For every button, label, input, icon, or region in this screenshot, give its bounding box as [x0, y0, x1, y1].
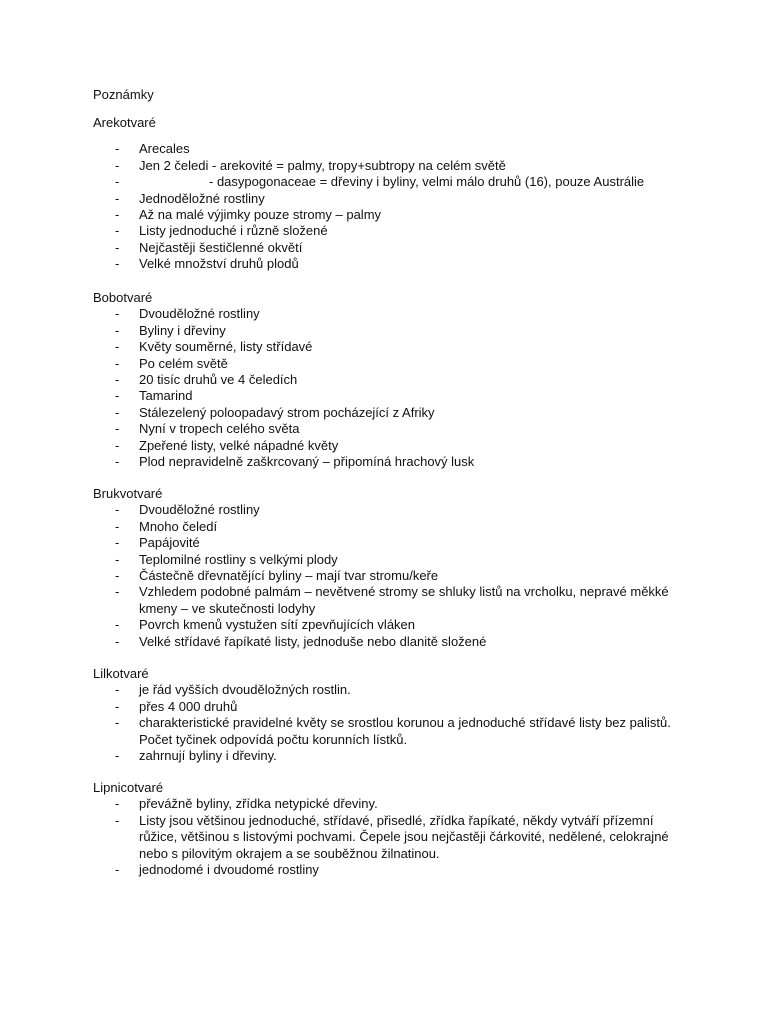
list-item [93, 813, 679, 862]
bullet-list [93, 796, 693, 878]
list-item-text: Až na malé výjimky pouze stromy – palmy [139, 207, 382, 223]
list-item-text: Jednoděložné rostliny [139, 190, 265, 206]
dash-bullet-icon: - [115, 421, 120, 437]
dash-bullet-icon: - [115, 141, 120, 157]
dash-bullet-icon: - [115, 256, 120, 272]
dash-bullet-icon: - [115, 796, 120, 812]
dash-bullet-icon: - [115, 388, 120, 404]
list-item [93, 405, 679, 421]
section [93, 666, 693, 764]
list-item [93, 748, 679, 764]
list-item-text: Nejčastěji šestičlenné okvětí [139, 239, 303, 255]
section [93, 115, 693, 273]
list-item [93, 502, 679, 518]
list-item [93, 796, 679, 812]
dash-bullet-icon: - [115, 454, 120, 470]
list-item-text: Plod nepravidelně zaškrcovaný – připomíná hrachový lusk [139, 454, 475, 470]
dash-bullet-icon: - [115, 862, 120, 878]
section-heading: Lipnicotvaré [93, 780, 164, 795]
list-item-text: Dvouděložné rostliny [139, 502, 260, 518]
dash-bullet-icon: - [115, 207, 120, 223]
list-item [93, 634, 679, 650]
dash-bullet-icon: - [115, 339, 120, 355]
list-item [93, 552, 679, 568]
section [93, 780, 693, 878]
list-item [93, 535, 679, 551]
list-item-text: jednodomé i dvoudomé rostliny [139, 862, 319, 878]
list-item-text: Velké střídavé řapíkaté listy, jednoduše nebo dlanitě složené [139, 633, 487, 649]
dash-bullet-icon: - [115, 239, 120, 255]
list-item [93, 421, 679, 437]
list-item-text: Tamarind [139, 388, 193, 404]
section [93, 486, 693, 650]
list-item-text: Jen 2 čeledi - arekovité = palmy, tropy+subtropy na celém světě [139, 157, 506, 173]
dash-bullet-icon: - [115, 518, 120, 534]
list-item-text: Papájovité [139, 535, 200, 551]
dash-bullet-icon: - [115, 682, 120, 698]
list-item-text: Listy jsou většinou jednoduché, střídavé, přisedlé, zřídka řapíkaté, někdy vytváří přízemní růžice, většinou s listovými pochvami. Čepele jsou nejčastěji čárkovité, nedělené, celokrajné nebo s pilovitým okrajem a se souběžnou žilnatinou. [139, 812, 669, 861]
list-item-text: Byliny i dřeviny [139, 322, 226, 338]
dash-bullet-icon: - [115, 633, 120, 649]
section-heading: Lilkotvaré [93, 666, 149, 681]
list-item-text: převážně byliny, zřídka netypické dřeviny. [139, 796, 378, 812]
section [93, 290, 693, 470]
list-item [93, 240, 679, 256]
dash-bullet-icon: - [115, 306, 120, 322]
list-item [93, 699, 679, 715]
section-heading: Arekotvaré [93, 115, 156, 130]
dash-bullet-icon: - [115, 223, 120, 239]
dash-bullet-icon: - [115, 372, 120, 388]
bullet-list [93, 682, 693, 764]
list-item [93, 306, 679, 322]
list-item-text: je řád vyšších dvouděložných rostlin. [139, 682, 351, 698]
list-item [93, 207, 679, 223]
list-item-text: 20 tisíc druhů ve 4 čeledích [139, 372, 298, 388]
list-item-text: Arecales [139, 141, 190, 157]
dash-bullet-icon: - [115, 812, 120, 828]
list-item [93, 256, 679, 272]
list-item-text: přes 4 000 druhů [139, 698, 238, 714]
dash-bullet-icon: - [115, 502, 120, 518]
list-item-text: Mnoho čeledí [139, 518, 218, 534]
list-item [93, 223, 679, 239]
list-item-text: - dasypogonaceae = dřeviny i byliny, velmi málo druhů (16), pouze Austrálie [209, 174, 645, 190]
dash-bullet-icon: - [115, 748, 120, 764]
dash-bullet-icon: - [115, 535, 120, 551]
list-item-text: Vzhledem podobné palmám – nevětvené stromy se shluky listů na vrcholku, nepravé měkké kmeny – ve skutečnosti lodyhy [139, 584, 669, 616]
list-item-text: Nyní v tropech celého světa [139, 421, 300, 437]
list-item [93, 158, 679, 174]
dash-bullet-icon: - [115, 698, 120, 714]
spacer [93, 131, 693, 141]
list-item [93, 356, 679, 372]
dash-bullet-icon: - [115, 174, 120, 190]
dash-bullet-icon: - [115, 437, 120, 453]
list-item [93, 862, 679, 878]
list-item-text: Částečně dřevnatějící byliny – mají tvar stromu/keře [139, 568, 439, 584]
list-item [93, 568, 679, 584]
section-heading: Bobotvaré [93, 290, 153, 305]
list-item [93, 682, 679, 698]
list-item [93, 715, 679, 748]
dash-bullet-icon: - [115, 584, 120, 600]
list-item [93, 584, 679, 617]
list-item [93, 339, 679, 355]
dash-bullet-icon: - [115, 715, 120, 731]
dash-bullet-icon: - [115, 568, 120, 584]
dash-bullet-icon: - [115, 551, 120, 567]
list-item-text: charakteristické pravidelné květy se srostlou korunou a jednoduché střídavé listy bez palistů. Počet tyčinek odpovídá počtu korunních lístků. [139, 715, 671, 747]
list-item-text: Stálezelený poloopadavý strom pocházející z Afriky [139, 404, 435, 420]
dash-bullet-icon: - [115, 190, 120, 206]
list-item-text: Listy jednoduché i různě složené [139, 223, 328, 239]
dash-bullet-icon: - [115, 157, 120, 173]
dash-bullet-icon: - [115, 355, 120, 371]
list-item-text: Velké množství druhů plodů [139, 256, 299, 272]
dash-bullet-icon: - [115, 322, 120, 338]
list-item [93, 141, 679, 157]
document-title: Poznámky [93, 87, 154, 102]
list-item-text: Květy souměrné, listy střídavé [139, 339, 313, 355]
list-item [93, 174, 679, 190]
list-item [93, 438, 679, 454]
dash-bullet-icon: - [115, 404, 120, 420]
bullet-list [93, 141, 693, 272]
list-item-text: Dvouděložné rostliny [139, 306, 260, 322]
list-item-text: Po celém světě [139, 355, 228, 371]
list-item-text: Zpeřené listy, velké nápadné květy [139, 437, 339, 453]
list-item [93, 388, 679, 404]
dash-bullet-icon: - [115, 617, 120, 633]
list-item-text: zahrnují byliny i dřeviny. [139, 748, 277, 764]
list-item-text: Teplomilné rostliny s velkými plody [139, 551, 338, 567]
section-heading: Brukvotvaré [93, 486, 163, 501]
list-item [93, 617, 679, 633]
bullet-list [93, 502, 693, 650]
list-item-text: Povrch kmenů vystužen sítí zpevňujících vláken [139, 617, 416, 633]
list-item [93, 372, 679, 388]
list-item [93, 454, 679, 470]
list-item [93, 519, 679, 535]
bullet-list [93, 306, 693, 470]
list-item [93, 191, 679, 207]
list-item [93, 323, 679, 339]
